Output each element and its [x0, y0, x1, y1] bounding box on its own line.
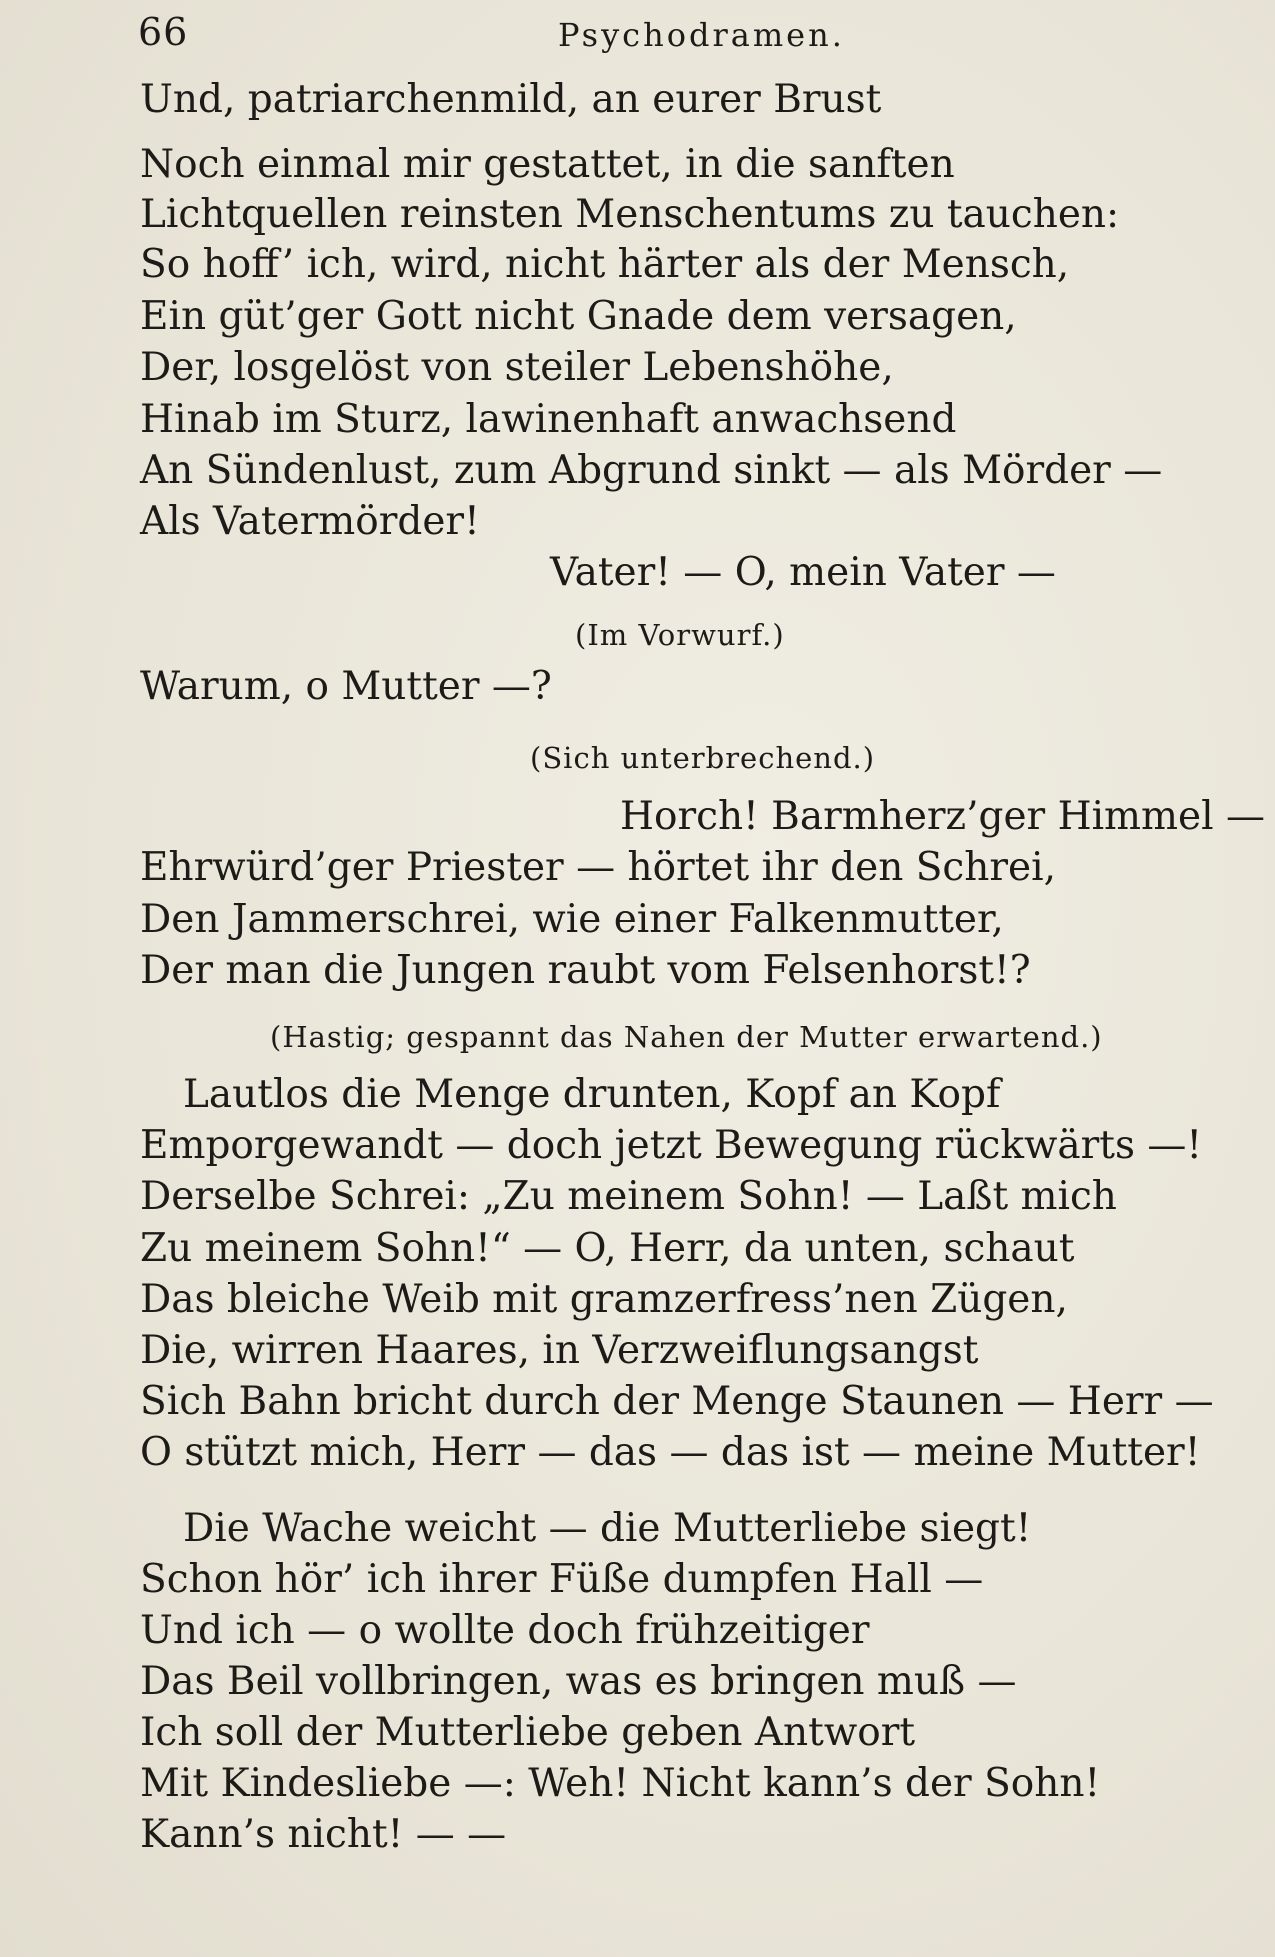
verse-line: Das bleiche Weib mit gramzerfress’nen Zügen, — [140, 1277, 1068, 1322]
verse-line: Vater! — O, mein Vater — — [550, 550, 1056, 595]
verse-line: Warum, o Mutter —? — [140, 664, 552, 709]
verse-line: Ehrwürd’ger Priester — hörtet ihr den Schrei, — [140, 845, 1056, 890]
verse-line: Horch! Barmherz’ger Himmel — — [620, 794, 1265, 839]
verse-line: Die, wirren Haares, in Verzweiflungsangst — [140, 1328, 979, 1373]
verse-line: O stützt mich, Herr — das — das ist — meine Mutter! — [140, 1430, 1201, 1475]
running-head: Psychodramen. — [558, 16, 845, 54]
verse-line: Der, losgelöst von steiler Lebenshöhe, — [140, 345, 894, 390]
verse-line: An Sündenlust, zum Abgrund sinkt — als Mörder — — [140, 448, 1163, 493]
page-number: 66 — [138, 10, 189, 54]
stage-direction: (Im Vorwurf.) — [575, 618, 785, 652]
verse-line: Lichtquellen reinsten Menschentums zu tauchen: — [140, 192, 1120, 237]
verse-line: Lautlos die Menge drunten, Kopf an Kopf — [183, 1072, 1001, 1117]
verse-line: Den Jammerschrei, wie einer Falkenmutter, — [140, 897, 1004, 942]
verse-line: Der man die Jungen raubt vom Felsenhorst!? — [140, 948, 1031, 993]
verse-line: Zu meinem Sohn!“ — O, Herr, da unten, schaut — [140, 1226, 1075, 1271]
verse-line: Ein güt’ger Gott nicht Gnade dem versagen, — [140, 294, 1017, 339]
page-header — [138, 10, 1138, 70]
verse-line: Die Wache weicht — die Mutterliebe siegt! — [183, 1506, 1032, 1551]
verse-line: Sich Bahn bricht durch der Menge Staunen — Herr — — [140, 1379, 1214, 1424]
verse-line: Kann’s nicht! — — — [140, 1812, 507, 1857]
verse-line: Derselbe Schrei: „Zu meinem Sohn! — Laßt mich — [140, 1174, 1117, 1219]
verse-line: Mit Kindesliebe —: Weh! Nicht kann’s der Sohn! — [140, 1761, 1101, 1806]
verse-line: Ich soll der Mutterliebe geben Antwort — [140, 1710, 916, 1755]
verse-line: Noch einmal mir gestattet, in die sanften — [140, 142, 955, 187]
verse-line: Als Vatermörder! — [140, 499, 480, 544]
verse-line: Emporgewandt — doch jetzt Bewegung rückwärts —! — [140, 1123, 1203, 1168]
verse-line: Und ich — o wollte doch frühzeitiger — [140, 1608, 870, 1653]
verse-line: Schon hör’ ich ihrer Füße dumpfen Hall — — [140, 1557, 984, 1602]
stage-direction: (Sich unterbrechend.) — [530, 741, 876, 775]
verse-line: Hinab im Sturz, lawinenhaft anwachsend — [140, 397, 957, 442]
verse-line: Und, patriarchenmild, an eurer Brust — [140, 77, 882, 122]
verse-line: So hoff’ ich, wird, nicht härter als der Mensch, — [140, 242, 1070, 287]
verse-line: Das Beil vollbringen, was es bringen muß — — [140, 1659, 1017, 1704]
stage-direction: (Hastig; gespannt das Nahen der Mutter erwartend.) — [270, 1020, 1103, 1054]
